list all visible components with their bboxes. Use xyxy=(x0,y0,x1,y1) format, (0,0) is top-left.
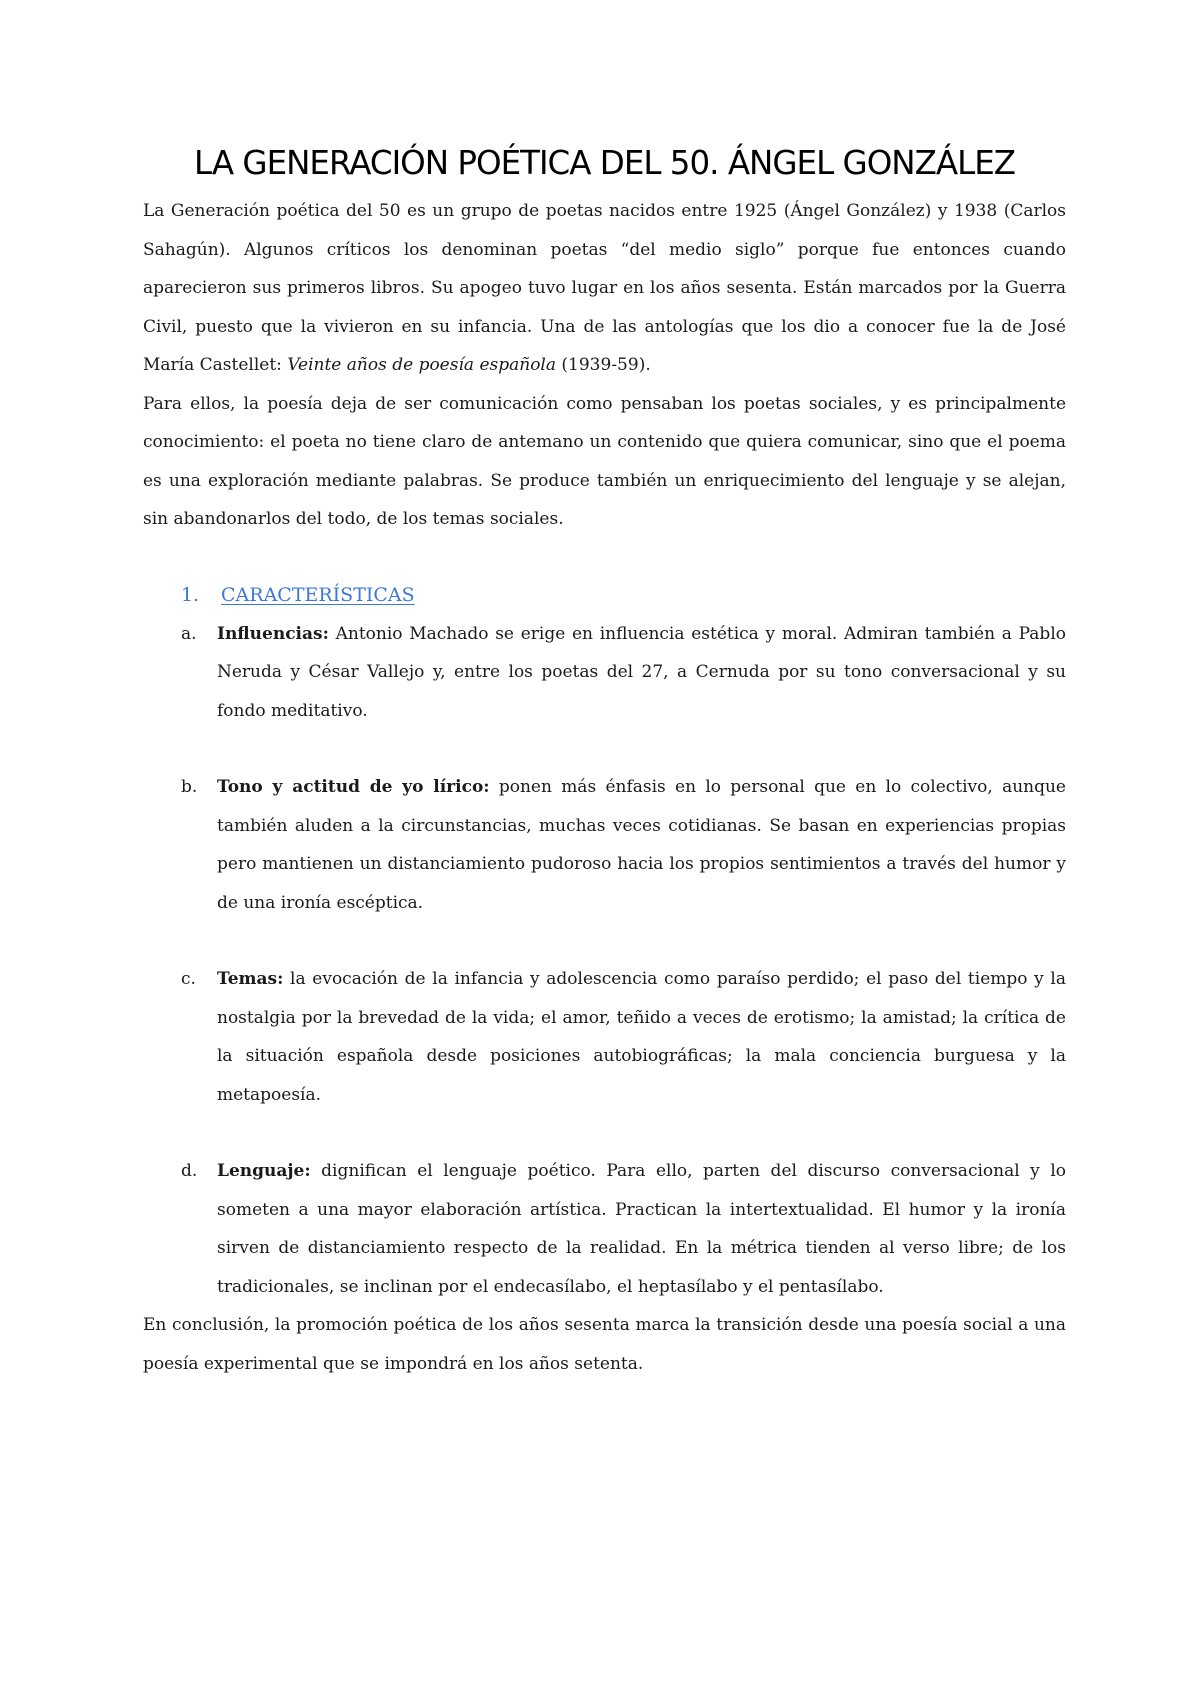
intro-paragraph xyxy=(143,192,1066,385)
section-heading xyxy=(143,575,1066,615)
conclusion-paragraph: En conclusión, la promoción poética de los años sesenta marca la transición desde una poesía social a una poesía experimental que se impondrá en los años setenta. xyxy=(143,1315,1066,1374)
list-item-influences xyxy=(143,615,1066,731)
list-item-content xyxy=(217,960,1066,1114)
list-item-tone xyxy=(143,768,1066,922)
list-item-themes xyxy=(143,960,1066,1114)
list-item-text: la evocación de la infancia y adolescencia como paraíso perdido; el paso del tiempo y la nostalgia por la brevedad de la vida; el amor, teñido a veces de erotismo; la amistad; la crítica de la situación española desde posiciones autobiográficas; la mala conciencia burguesa y la metapoesía. xyxy=(217,969,1066,1105)
list-item-content xyxy=(217,615,1066,731)
list-item-content xyxy=(217,768,1066,922)
list-marker: c. xyxy=(181,969,196,989)
section-number: 1. xyxy=(181,583,200,606)
document-title: LA GENERACIÓN POÉTICA DEL 50. ÁNGEL GONZÁLEZ xyxy=(193,144,1015,182)
list-item-text: dignifican el lenguaje poético. Para ello, parten del discurso conversacional y lo someten a una mayor elaboración artística. Practican la intertextualidad. El humor y la ironía sirven de distanciamiento respecto de la realidad. En la métrica tienden al verso libre; de los tradicionales, se inclinan por el endecasílabo, el heptasílabo y el pentasílabo. xyxy=(217,1161,1066,1297)
list-item-text: Antonio Machado se erige en influencia estética y moral. Admiran también a Pablo Neruda y César Vallejo y, entre los poetas del 27, a Cernuda por su tono conversacional y su fondo meditativo. xyxy=(217,623,1066,721)
list-item-content xyxy=(217,1152,1066,1306)
intro-text-end: (1939-59). xyxy=(556,355,651,375)
list-item-label: Lenguaje: xyxy=(217,1161,311,1181)
list-item-label: Tono y actitud de yo lírico: xyxy=(217,777,490,797)
list-item-language xyxy=(143,1152,1066,1306)
second-paragraph: Para ellos, la poesía deja de ser comunicación como pensaban los poetas sociales, y es principalmente conocimiento: el poeta no tiene claro de antemano un contenido que quiera comunicar, sino que el poema es una exploración mediante palabras. Se produce también un enriquecimiento del lenguaje y se alejan, sin abandonarlos del todo, de los temas sociales. xyxy=(143,393,1066,529)
list-marker: a. xyxy=(181,623,197,644)
list-item-text: ponen más énfasis en lo personal que en lo colectivo, aunque también aluden a la circunstancias, muchas veces cotidianas. Se basan en experiencias propias pero mantienen un distanciamiento pudoroso hacia los propios sentimientos a través del humor y de una ironía escéptica. xyxy=(217,777,1066,913)
anthology-title: Veinte años de poesía española xyxy=(287,355,557,375)
list-marker: b. xyxy=(181,777,198,797)
list-marker: d. xyxy=(181,1161,198,1181)
list-item-label: Temas: xyxy=(217,969,284,989)
characteristics-list xyxy=(143,615,1066,1307)
list-item-label: Influencias: xyxy=(217,623,329,644)
intro-text-start: La Generación poética del 50 es un grupo de poetas nacidos entre 1925 (Ángel González) y 1938 (Carlos Sahagún). Algunos críticos los denominan poetas “del medio siglo” porque fue entonces cuando aparecieron sus primeros libros. Su apogeo tuvo lugar en los años sesenta. Están marcados por la Guerra Civil, puesto que la vivieron en su infancia. Una de las antologías que los dio a conocer fue la de José María Castellet: xyxy=(143,201,1066,375)
section-heading-link[interactable]: CARACTERÍSTICAS xyxy=(221,583,415,606)
